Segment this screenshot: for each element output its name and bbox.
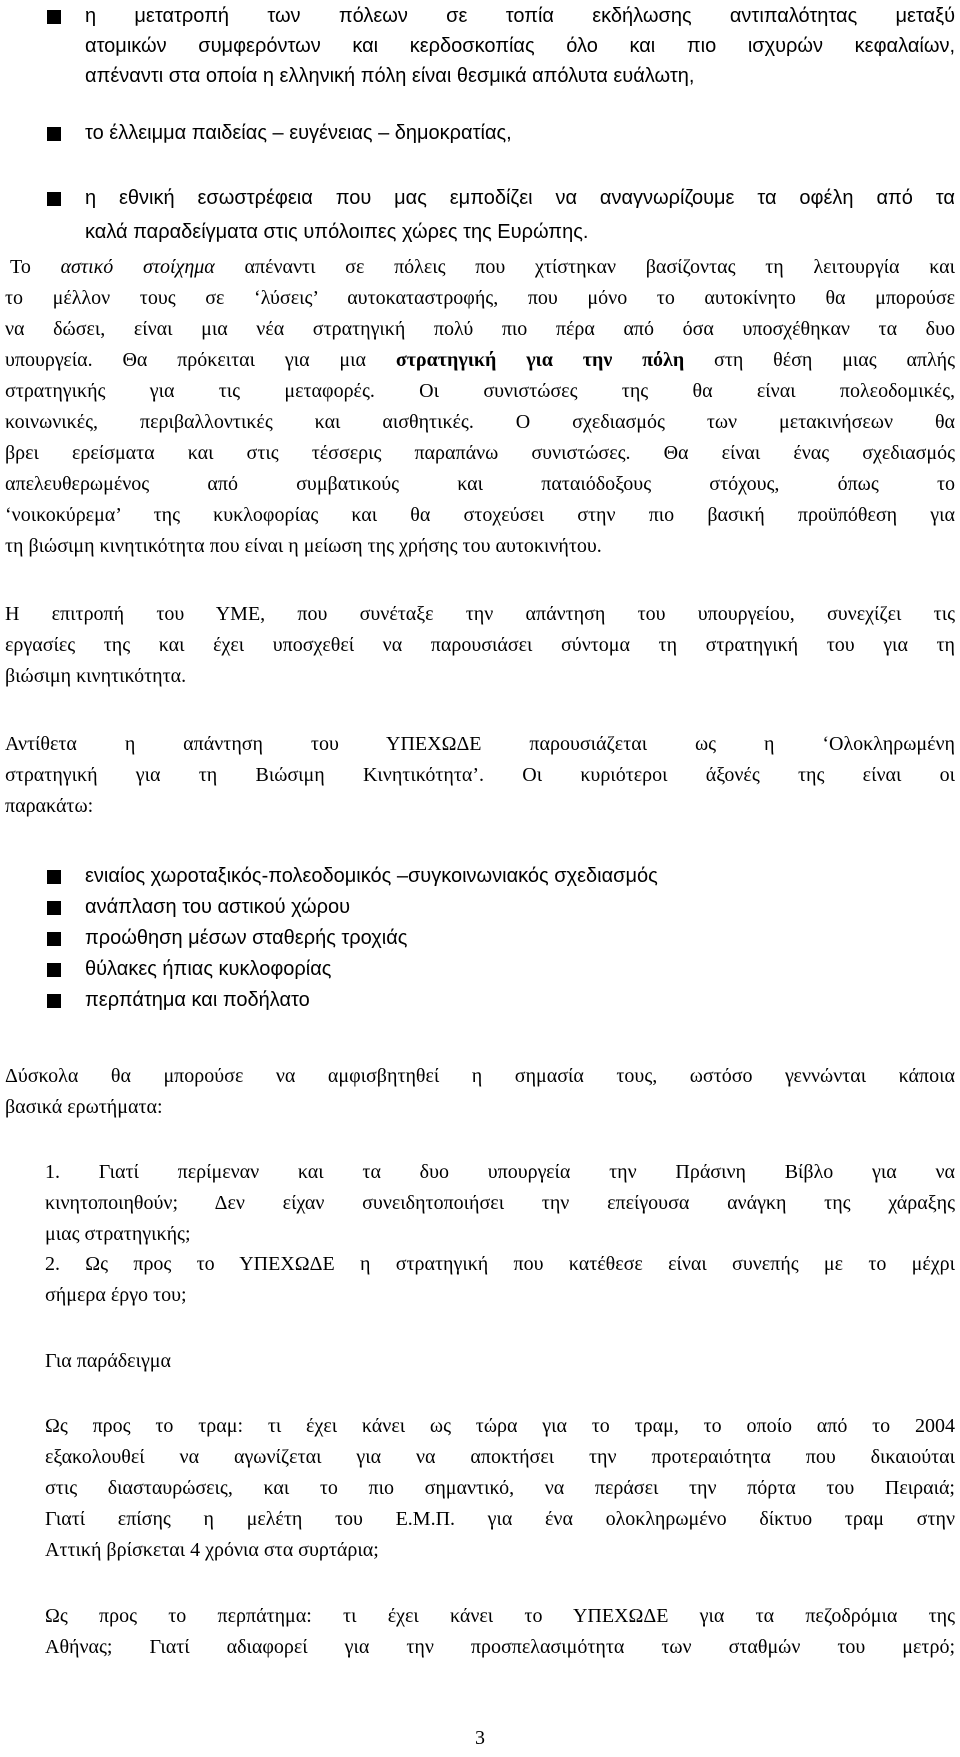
list-item: προώθηση μέσων σταθερής τροχιάς	[85, 927, 408, 949]
paragraph-line: Ως προς το τραμ: τι έχει κάνει ως τώρα για το τραμ, το οποίο από το 2004	[45, 1415, 955, 1437]
bullet-square-icon	[47, 870, 61, 884]
paragraph-line: βρει ερείσματα και στις τέσσερις παραπάνω συνιστώσες. Θα είναι ένας σχεδιασμός	[5, 442, 955, 464]
bullet-square-icon	[47, 192, 61, 206]
example-heading: Για παράδειγμα	[45, 1350, 171, 1372]
paragraph-line: απελευθερωμένος από συμβατικούς και παταιόδοξους στόχους, όπως το	[5, 473, 955, 495]
paragraph-line: Το αστικό στοίχημα απέναντι σε πόλεις που χτίστηκαν βασίζοντας τη λειτουργία και	[10, 256, 956, 278]
paragraph-line: στρατηγικής για τις μεταφορές. Οι συνιστώσες της θα είναι πολεοδομικές,	[5, 380, 955, 402]
emphasis-text: αστικό στοίχημα	[60, 256, 215, 278]
paragraph-line: υπουργεία. Θα πρόκειται για μια στρατηγική για την πόλη στη θέση μιας απλής	[5, 349, 955, 371]
paragraph-line: το μέλλον τους σε ‘λύσεις’ αυτοκαταστροφής, που μόνο το αυτοκίνητο θα μπορούσε	[5, 287, 955, 309]
paragraph-line: βασικά ερωτήματα:	[5, 1096, 163, 1118]
bullet-line: απέναντι στα οποία η ελληνική πόλη είναι θεσμικά απόλυτα ευάλωτη,	[85, 65, 695, 87]
paragraph-line: τη βιώσιμη κινητικότητα που είναι η μείωση της χρήσης του αυτοκινήτου.	[5, 535, 602, 557]
paragraph-line: Αθήνας; Γιατί αδιαφορεί για την προσπελασιμότητα των σταθμών του μετρό;	[45, 1636, 955, 1658]
paragraph-line: να δώσει, είναι μια νέα στρατηγική πολύ πιο πέρα από όσα υποσχέθηκαν τα δυο	[5, 318, 955, 340]
bullet-square-icon	[47, 932, 61, 946]
paragraph-line: Αντίθετα η απάντηση του ΥΠΕΧΩΔΕ παρουσιάζεται ως η ‘Ολοκληρωμένη	[5, 733, 955, 755]
bullet-square-icon	[47, 901, 61, 915]
bullet-square-icon	[47, 994, 61, 1008]
question-line: 2. Ως προς το ΥΠΕΧΩΔΕ η στρατηγική που κατέθεσε είναι συνεπής με το μέχρι	[45, 1253, 955, 1275]
bold-text: στρατηγική για την πόλη	[395, 349, 685, 371]
paragraph-line: Η επιτροπή του ΥΜΕ, που συνέταξε την απάντηση του υπουργείου, συνεχίζει τις	[5, 603, 955, 625]
bullet-line: ατομικών συμφερόντων και κερδοσκοπίας όλο και πιο ισχυρών κεφαλαίων,	[85, 35, 955, 57]
paragraph-line: στρατηγική για τη Βιώσιμη Κινητικότητα’. Οι κυριότεροι άξονές της είναι οι	[5, 764, 955, 786]
paragraph-line: εξακολουθεί να αγωνίζεται για να αποκτήσει την προτεραιότητα που δικαιούται	[45, 1446, 955, 1468]
paragraph-line: ‘νοικοκύρεμα’ της κυκλοφορίας και θα στοχεύσει στην πιο βασική προϋπόθεση για	[5, 504, 955, 526]
list-item: περπάτημα και ποδήλατο	[85, 989, 310, 1011]
paragraph-line: κοινωνικές, περιβαλλοντικές και αισθητικές. Ο σχεδιασμός των μετακινήσεων θα	[5, 411, 955, 433]
bullet-line: η εθνική εσωστρέφεια που μας εμποδίζει να αναγνωρίζουμε τα οφέλη από τα	[85, 187, 955, 209]
paragraph-line: Αττική βρίσκεται 4 χρόνια στα συρτάρια;	[45, 1539, 379, 1561]
paragraph-line: βιώσιμη κινητικότητα.	[5, 665, 187, 687]
list-item: θύλακες ήπιας κυκλοφορίας	[85, 958, 332, 980]
paragraph-line: Δύσκολα θα μπορούσε να αμφισβητηθεί η σημασία τους, ωστόσο γεννώνται κάποια	[5, 1065, 955, 1087]
question-line: κινητοποιηθούν; Δεν είχαν συνειδητοποιήσει την επείγουσα ανάγκη της χάραξης	[45, 1192, 955, 1214]
paragraph-line: στις διασταυρώσεις, και το πιο σημαντικό, να περάσει την πόρτα του Πειραιά;	[45, 1477, 955, 1499]
list-item: ανάπλαση του αστικού χώρου	[85, 896, 351, 918]
bullet-square-icon	[47, 10, 61, 24]
paragraph-line: Γιατί επίσης η μελέτη του Ε.Μ.Π. για ένα ολοκληρωμένο δίκτυο τραμ στην	[45, 1508, 955, 1530]
bullet-line: καλά παραδείγματα στις υπόλοιπες χώρες της Ευρώπης.	[85, 221, 589, 243]
bullet-square-icon	[47, 963, 61, 977]
question-line: μιας στρατηγικής;	[45, 1223, 191, 1245]
question-line: σήμερα έργο του;	[45, 1284, 187, 1306]
bullet-line: το έλλειμμα παιδείας – ευγένειας – δημοκρατίας,	[85, 122, 512, 144]
list-item: ενιαίος χωροταξικός-πολεοδομικός –συγκοινωνιακός σχεδιασμός	[85, 865, 658, 887]
bullet-line: η μετατροπή των πόλεων σε τοπία εκδήλωσης αντιπαλότητας μεταξύ	[85, 5, 955, 27]
question-line: 1. Γιατί περίμεναν και τα δυο υπουργεία την Πράσινη Βίβλο για να	[45, 1161, 955, 1183]
paragraph-line: Ως προς το περπάτημα: τι έχει κάνει το ΥΠΕΧΩΔΕ για τα πεζοδρόμια της	[45, 1605, 955, 1627]
bullet-square-icon	[47, 127, 61, 141]
page-number: 3	[475, 1727, 485, 1749]
paragraph-line: εργασίες της και έχει υποσχεθεί να παρουσιάσει σύντομα τη στρατηγική του για τη	[5, 634, 955, 656]
paragraph-line: παρακάτω:	[5, 795, 94, 817]
